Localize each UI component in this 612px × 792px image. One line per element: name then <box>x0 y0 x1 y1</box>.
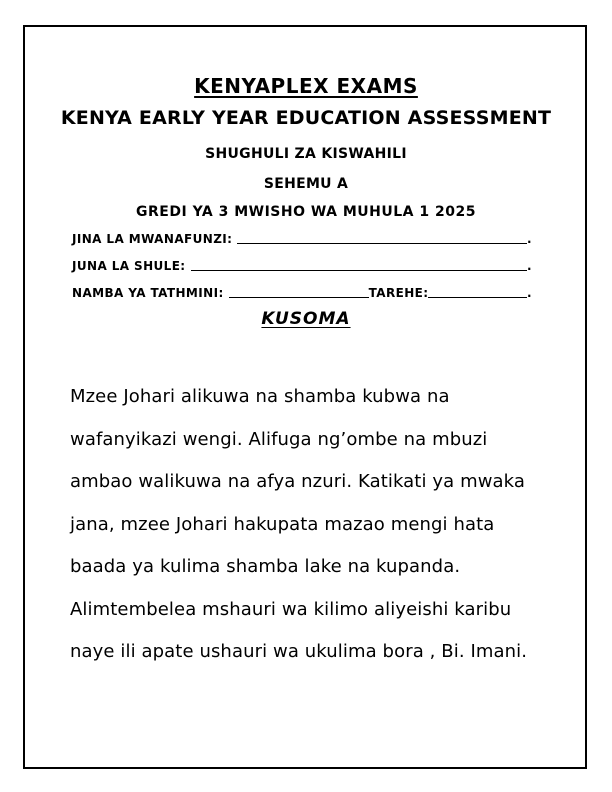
grade-term-line: GREDI YA 3 MWISHO WA MUHULA 1 2025 <box>136 204 476 220</box>
line-terminator: . <box>527 286 532 300</box>
passage-line: baada ya kulima shamba lake na kupanda. <box>70 556 461 577</box>
assessment-number-row <box>72 283 532 300</box>
school-name-row <box>72 256 532 273</box>
section-line: SEHEMU A <box>263 176 349 192</box>
assessment-number-blank-line <box>229 296 369 298</box>
student-name-row <box>72 229 532 246</box>
passage-line: ambao walikuwa na afya nzuri. Katikati ya mwaka <box>70 471 526 492</box>
passage-line: Mzee Johari alikuwa na shamba kubwa na <box>70 386 450 407</box>
passage-line: Alimtembelea mshauri wa kilimo aliyeishi karibu <box>70 598 512 620</box>
school-name-label: JUNA LA SHULE: <box>72 259 186 273</box>
subject-line: SHUGHULI ZA KISWAHILI <box>205 146 407 162</box>
student-name-label: JINA LA MWANAFUNZI: <box>72 232 233 246</box>
passage-line: wafanyikazi wengi. Alifuga ng’ombe na mbuzi <box>70 428 488 450</box>
date-blank-line <box>428 296 527 298</box>
date-label: TAREHE: <box>368 286 429 300</box>
assessment-number-label: NAMBA YA TATHMINI: <box>72 286 224 300</box>
reading-passage <box>70 376 590 674</box>
exam-subtitle: KENYA EARLY YEAR EDUCATION ASSESSMENT <box>60 107 552 129</box>
reading-section-heading: KUSOMA <box>261 309 351 329</box>
school-name-blank-line <box>191 269 528 271</box>
exam-title: KENYAPLEX EXAMS <box>194 74 418 98</box>
passage-line: jana, mzee Johari hakupata mazao mengi hata <box>70 513 495 535</box>
line-terminator: . <box>527 259 532 273</box>
student-name-blank-line <box>237 242 527 244</box>
passage-line: naye ili apate ushauri wa ukulima bora , Bi. Imani. <box>70 641 528 662</box>
line-terminator: . <box>527 232 532 246</box>
